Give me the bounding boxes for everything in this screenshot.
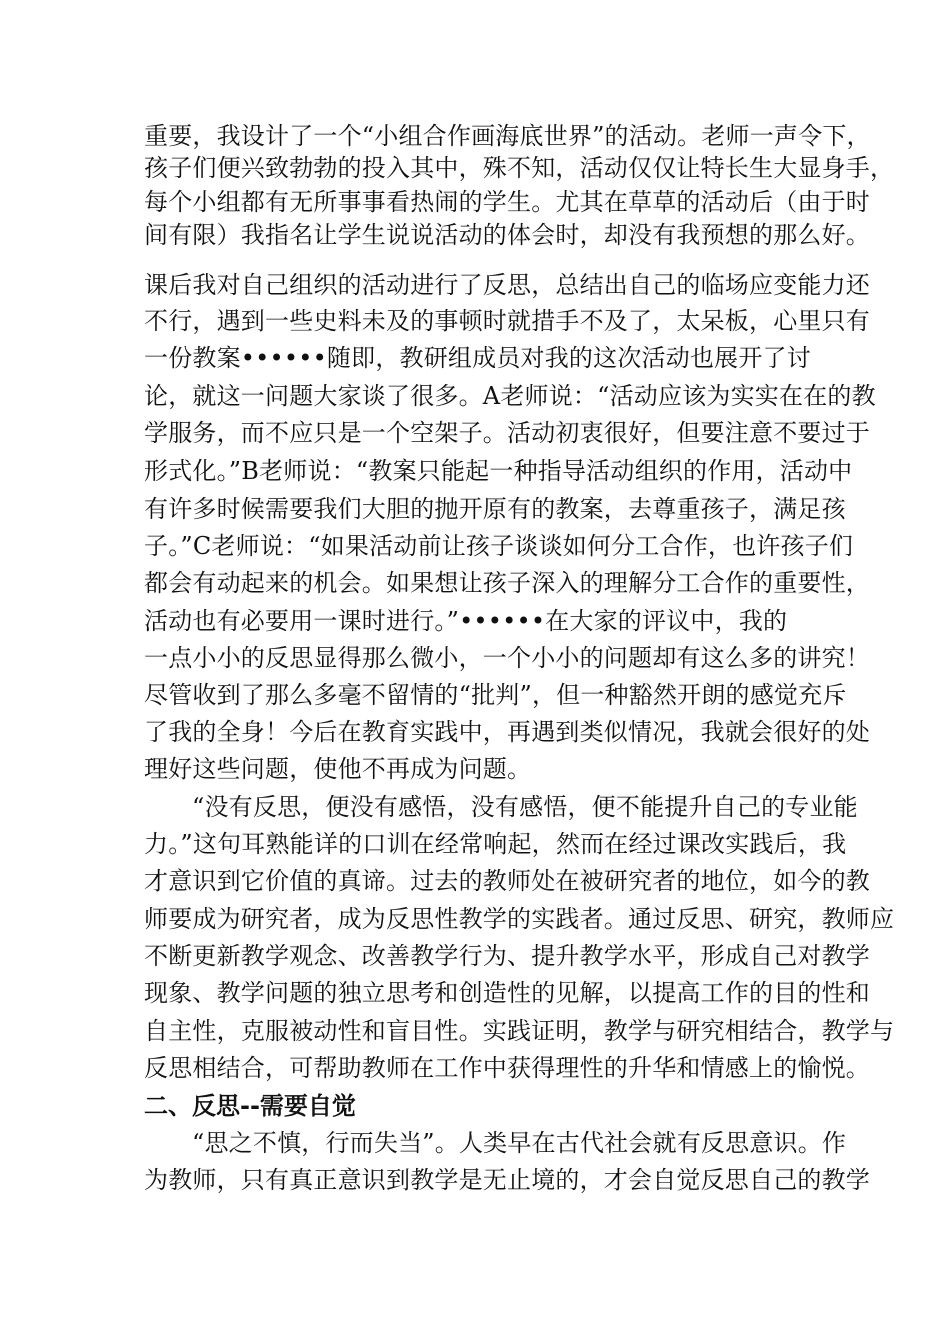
- text-line: 了我的全身！今后在教育实践中，再遇到类似情况，我就会很好的处: [144, 718, 870, 746]
- text-line: 子。”C老师说：“如果活动前让孩子谈谈如何分工合作，也许孩子们: [144, 532, 854, 560]
- text-line: 活动也有必要用一课时进行。”••••••在大家的评议中，我的: [144, 607, 788, 635]
- text-line: 反思相结合，可帮助教师在工作中获得理性的升华和情感上的愉悦。: [144, 1054, 870, 1082]
- text-line: 现象、教学问题的独立思考和创造性的见解，以提高工作的目的性和: [144, 979, 870, 1007]
- text-line: 为教师，只有真正意识到教学是无止境的，才会自觉反思自己的教学: [144, 1166, 870, 1194]
- text-line: 一份教案••••••随即，教研组成员对我的这次活动也展开了讨: [144, 344, 811, 372]
- text-line: 有许多时候需要我们大胆的抛开原有的教案，去尊重孩子，满足孩: [144, 495, 846, 523]
- text-line: 尽管收到了那么多毫不留情的“批判”，但一种豁然开朗的感觉充斥: [144, 681, 847, 709]
- text-line: 一点小小的反思显得那么微小，一个小小的问题却有这么多的讲究！: [144, 644, 870, 672]
- text-line: 论，就这一问题大家谈了很多。A老师说：“活动应该为实实在在的教: [144, 382, 876, 410]
- text-line: 孩子们便兴致勃勃的投入其中，殊不知，活动仅仅让特长生大显身手，: [144, 154, 895, 182]
- text-line: “思之不慎，行而失当”。人类早在古代社会就有反思意识。作: [192, 1129, 847, 1157]
- text-line: 力。”这句耳熟能详的口训在经常响起，然而在经过课改实践后，我: [144, 830, 847, 858]
- text-line: “没有反思，便没有感悟，没有感悟，便不能提升自己的专业能: [192, 793, 858, 821]
- text-line: 都会有动起来的机会。如果想让孩子深入的理解分工合作的重要性，: [144, 569, 870, 597]
- text-line: 才意识到它价值的真谛。过去的教师处在被研究者的地位，如今的教: [144, 867, 870, 895]
- text-line: 重要，我设计了一个“小组合作画海底世界”的活动。老师一声令下，: [144, 122, 871, 150]
- text-line: 师要成为研究者，成为反思性教学的实践者。通过反思、研究，教师应: [144, 905, 895, 933]
- text-line: 课后我对自己组织的活动进行了反思，总结出自己的临场应变能力还: [144, 271, 870, 299]
- text-line: 每个小组都有无所事事看热闹的学生。尤其在草草的活动后（由于时: [144, 188, 870, 216]
- section-heading: 二、反思--需要自觉: [144, 1092, 356, 1120]
- text-line: 自主性，克服被动性和盲目性。实践证明，教学与研究相结合，教学与: [144, 1017, 895, 1045]
- text-line: 不断更新教学观念、改善教学行为、提升教学水平，形成自己对教学: [144, 942, 870, 970]
- text-line: 间有限）我指名让学生说说活动的体会时，却没有我预想的那么好。: [144, 221, 870, 249]
- text-line: 形式化。”B老师说：“教案只能起一种指导活动组织的作用，活动中: [144, 457, 853, 485]
- text-line: 理好这些问题，使他不再成为问题。: [144, 755, 532, 783]
- text-line: 学服务，而不应只是一个空架子。活动初衷很好，但要注意不要过于: [144, 419, 870, 447]
- text-line: 不行，遇到一些史料未及的事顿时就措手不及了，太呆板，心里只有: [144, 307, 870, 335]
